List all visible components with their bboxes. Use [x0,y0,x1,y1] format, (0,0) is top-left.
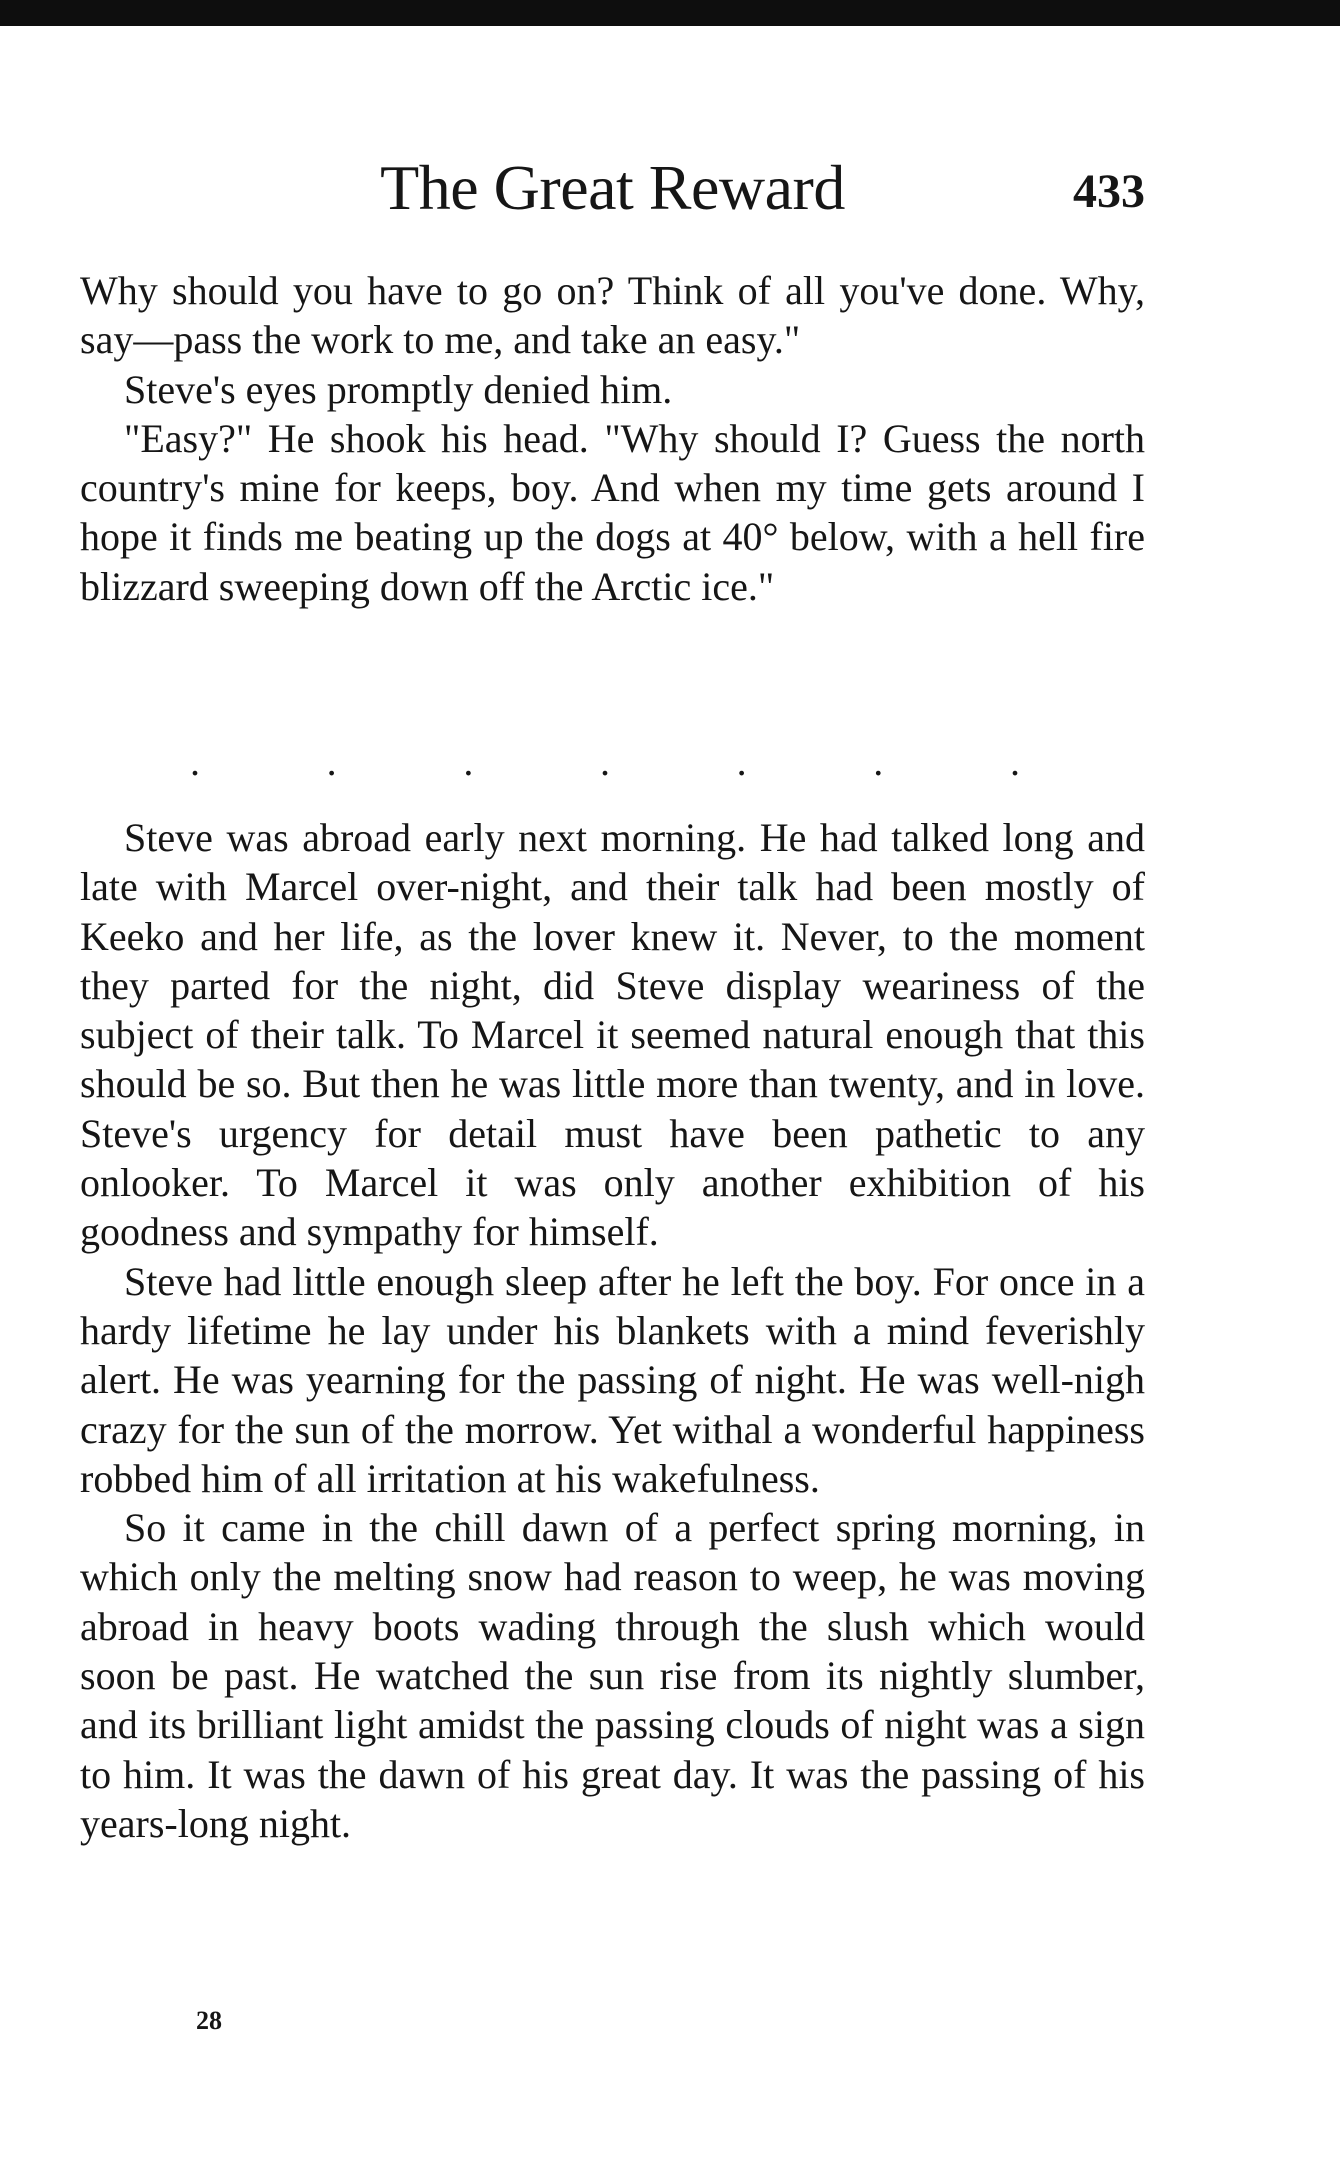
paragraph: So it came in the chill dawn of a perfect spring morning, in which only the melting snow had reason to weep, he was moving abroad in heavy boots wading through the slush which would soon be past. He watched the sun rise from its nightly slumber, and its brilliant light amidst the passing clouds of night was a sign to him. It was the dawn of his great day. It was the passing of his years-long night. [80,1505,1145,1846]
break-dot: . [463,739,474,784]
break-dot: . [190,739,200,784]
running-title: The Great Reward [380,152,845,223]
paragraph: "Easy?" He shook his head. "Why should I? Guess the north country's mine for keeps, boy. And when my time gets around I hope it finds me beating up the dogs at 40° below, with a hell fire blizzard sweeping down off the Arctic ice." [80,415,1145,609]
break-dot: . [326,739,337,784]
page-number: 433 [1073,165,1145,218]
break-dot: . [599,739,610,784]
break-dot: . [873,739,884,784]
text-block-after-break [80,813,1145,1848]
break-dot: . [736,739,747,784]
paragraph: Why should you have to go on? Think of all you've done. Why, say—pass the work to me, and take an easy." [80,268,1145,363]
page-header [80,148,1145,228]
section-break-dots [190,739,1020,784]
paragraph: Steve was abroad early next morning. He had talked long and late with Marcel over-night, and their talk had been mostly of Keeko and her life, as the lover knew it. Never, to the moment they parted for the night, did Steve display weariness of the subject of their talk. To Marcel it seemed natural enough that this should be so. But then he was little more than twenty, and in love. Steve's urgency for detail must have been pathetic to any onlooker. To Marcel it was only another exhibition of his goodness and sympathy for himself. [80,815,1145,1255]
paragraph: Steve's eyes promptly denied him. [124,366,673,412]
break-dot: . [1009,739,1020,784]
paragraph: Steve had little enough sleep after he left the boy. For once in a hardy lifetime he lay under his blankets with a mind feverishly alert. He was yearning for the passing of night. He was well-nigh crazy for the sun of the morrow. Yet withal a wonderful happiness robbed him of all irritation at his wakefulness. [80,1258,1145,1501]
scan-top-border [0,0,1340,26]
signature-mark: 28 [196,2006,222,2035]
text-block-before-break [80,266,1145,611]
